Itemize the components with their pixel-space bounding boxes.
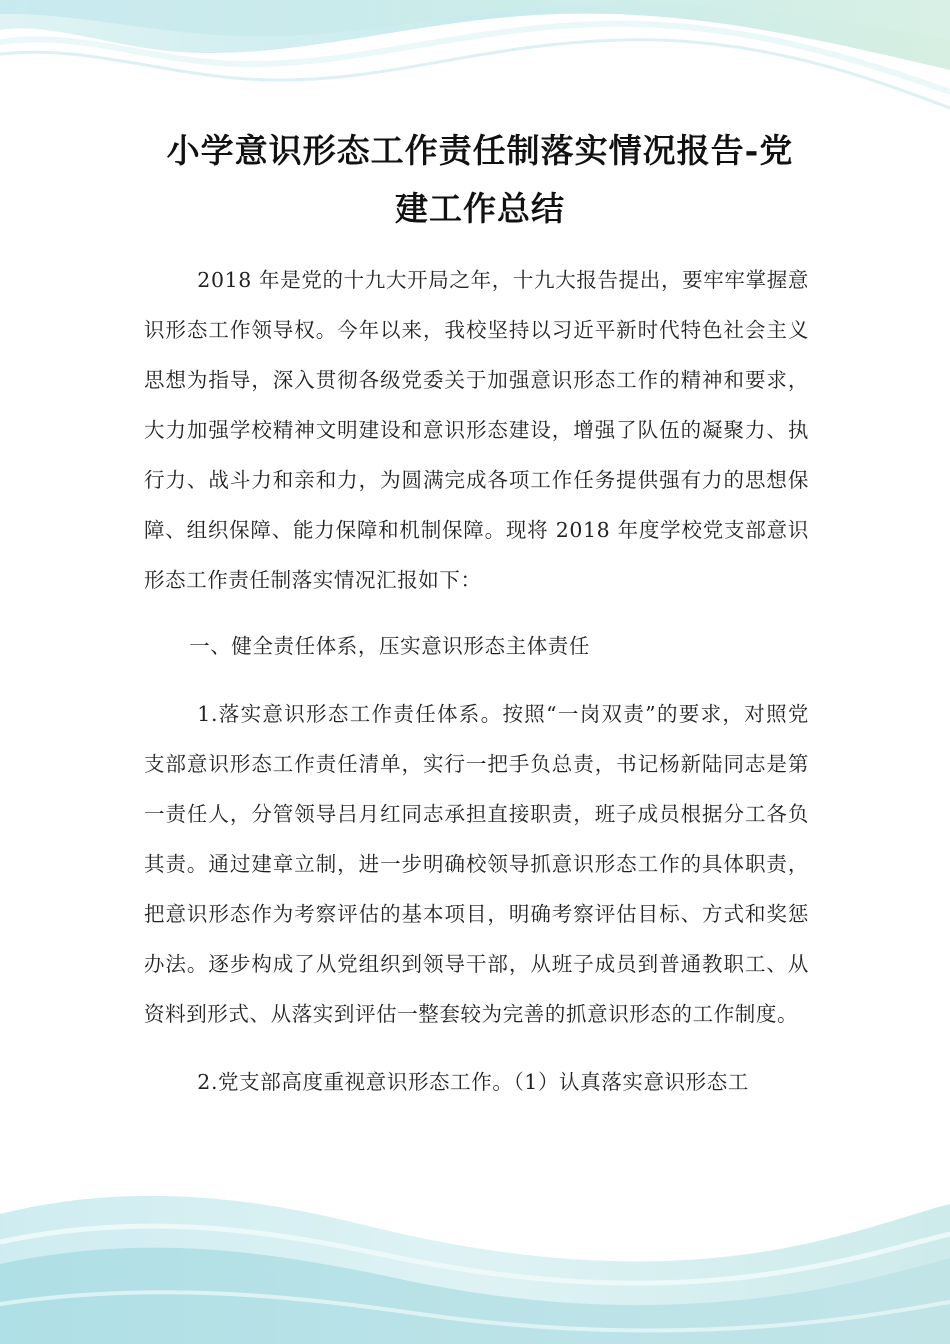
title-line-1: 小学意识形态工作责任制落实情况报告-党 xyxy=(166,131,794,170)
section-heading-1: 一、健全责任体系，压实意识形态主体责任 xyxy=(189,634,590,658)
title-line-2: 建工作总结 xyxy=(395,189,565,228)
item-paragraph-1: 1.落实意识形态工作责任体系。按照“一岗双责”的要求，对照党支部意识形态工作责任清单，实行一把手负总责，书记杨新陆同志是第一责任人，分管领导吕月红同志承担直接职责，班子成员根据分工各负其责。通过建章立制，进一步明确校领导抓意识形态工作的具体职责，把意识形态作为考察评估的基本项目，明确考察评估目标、方式和奖惩办法。逐步构成了从党组织到领导干部，从班子成员到普通教职工、从资料到形式、从落实到评估一整套较为完善的抓意识形态的工作制度。 xyxy=(144,702,809,1026)
intro-paragraph: 2018 年是党的十九大开局之年，十九大报告提出，要牢牢掌握意识形态工作领导权。今年以来，我校坚持以习近平新时代特色社会主义思想为指导，深入贯彻各级党委关于加强意识形态工作的精神和要求，大力加强学校精神文明建设和意识形态建设，增强了队伍的凝聚力、执行力、战斗力和亲和力，为圆满完成各项工作任务提供强有力的思想保障、组织保障、能力保障和机制保障。现将 2018 年度学校党支部意识形态工作责任制落实情况汇报如下： xyxy=(144,268,809,592)
item-paragraph-2: 2.党支部高度重视意识形态工作。（1）认真落实意识形态工 xyxy=(197,1070,749,1094)
document-body xyxy=(144,255,809,1107)
document-title xyxy=(130,122,830,238)
